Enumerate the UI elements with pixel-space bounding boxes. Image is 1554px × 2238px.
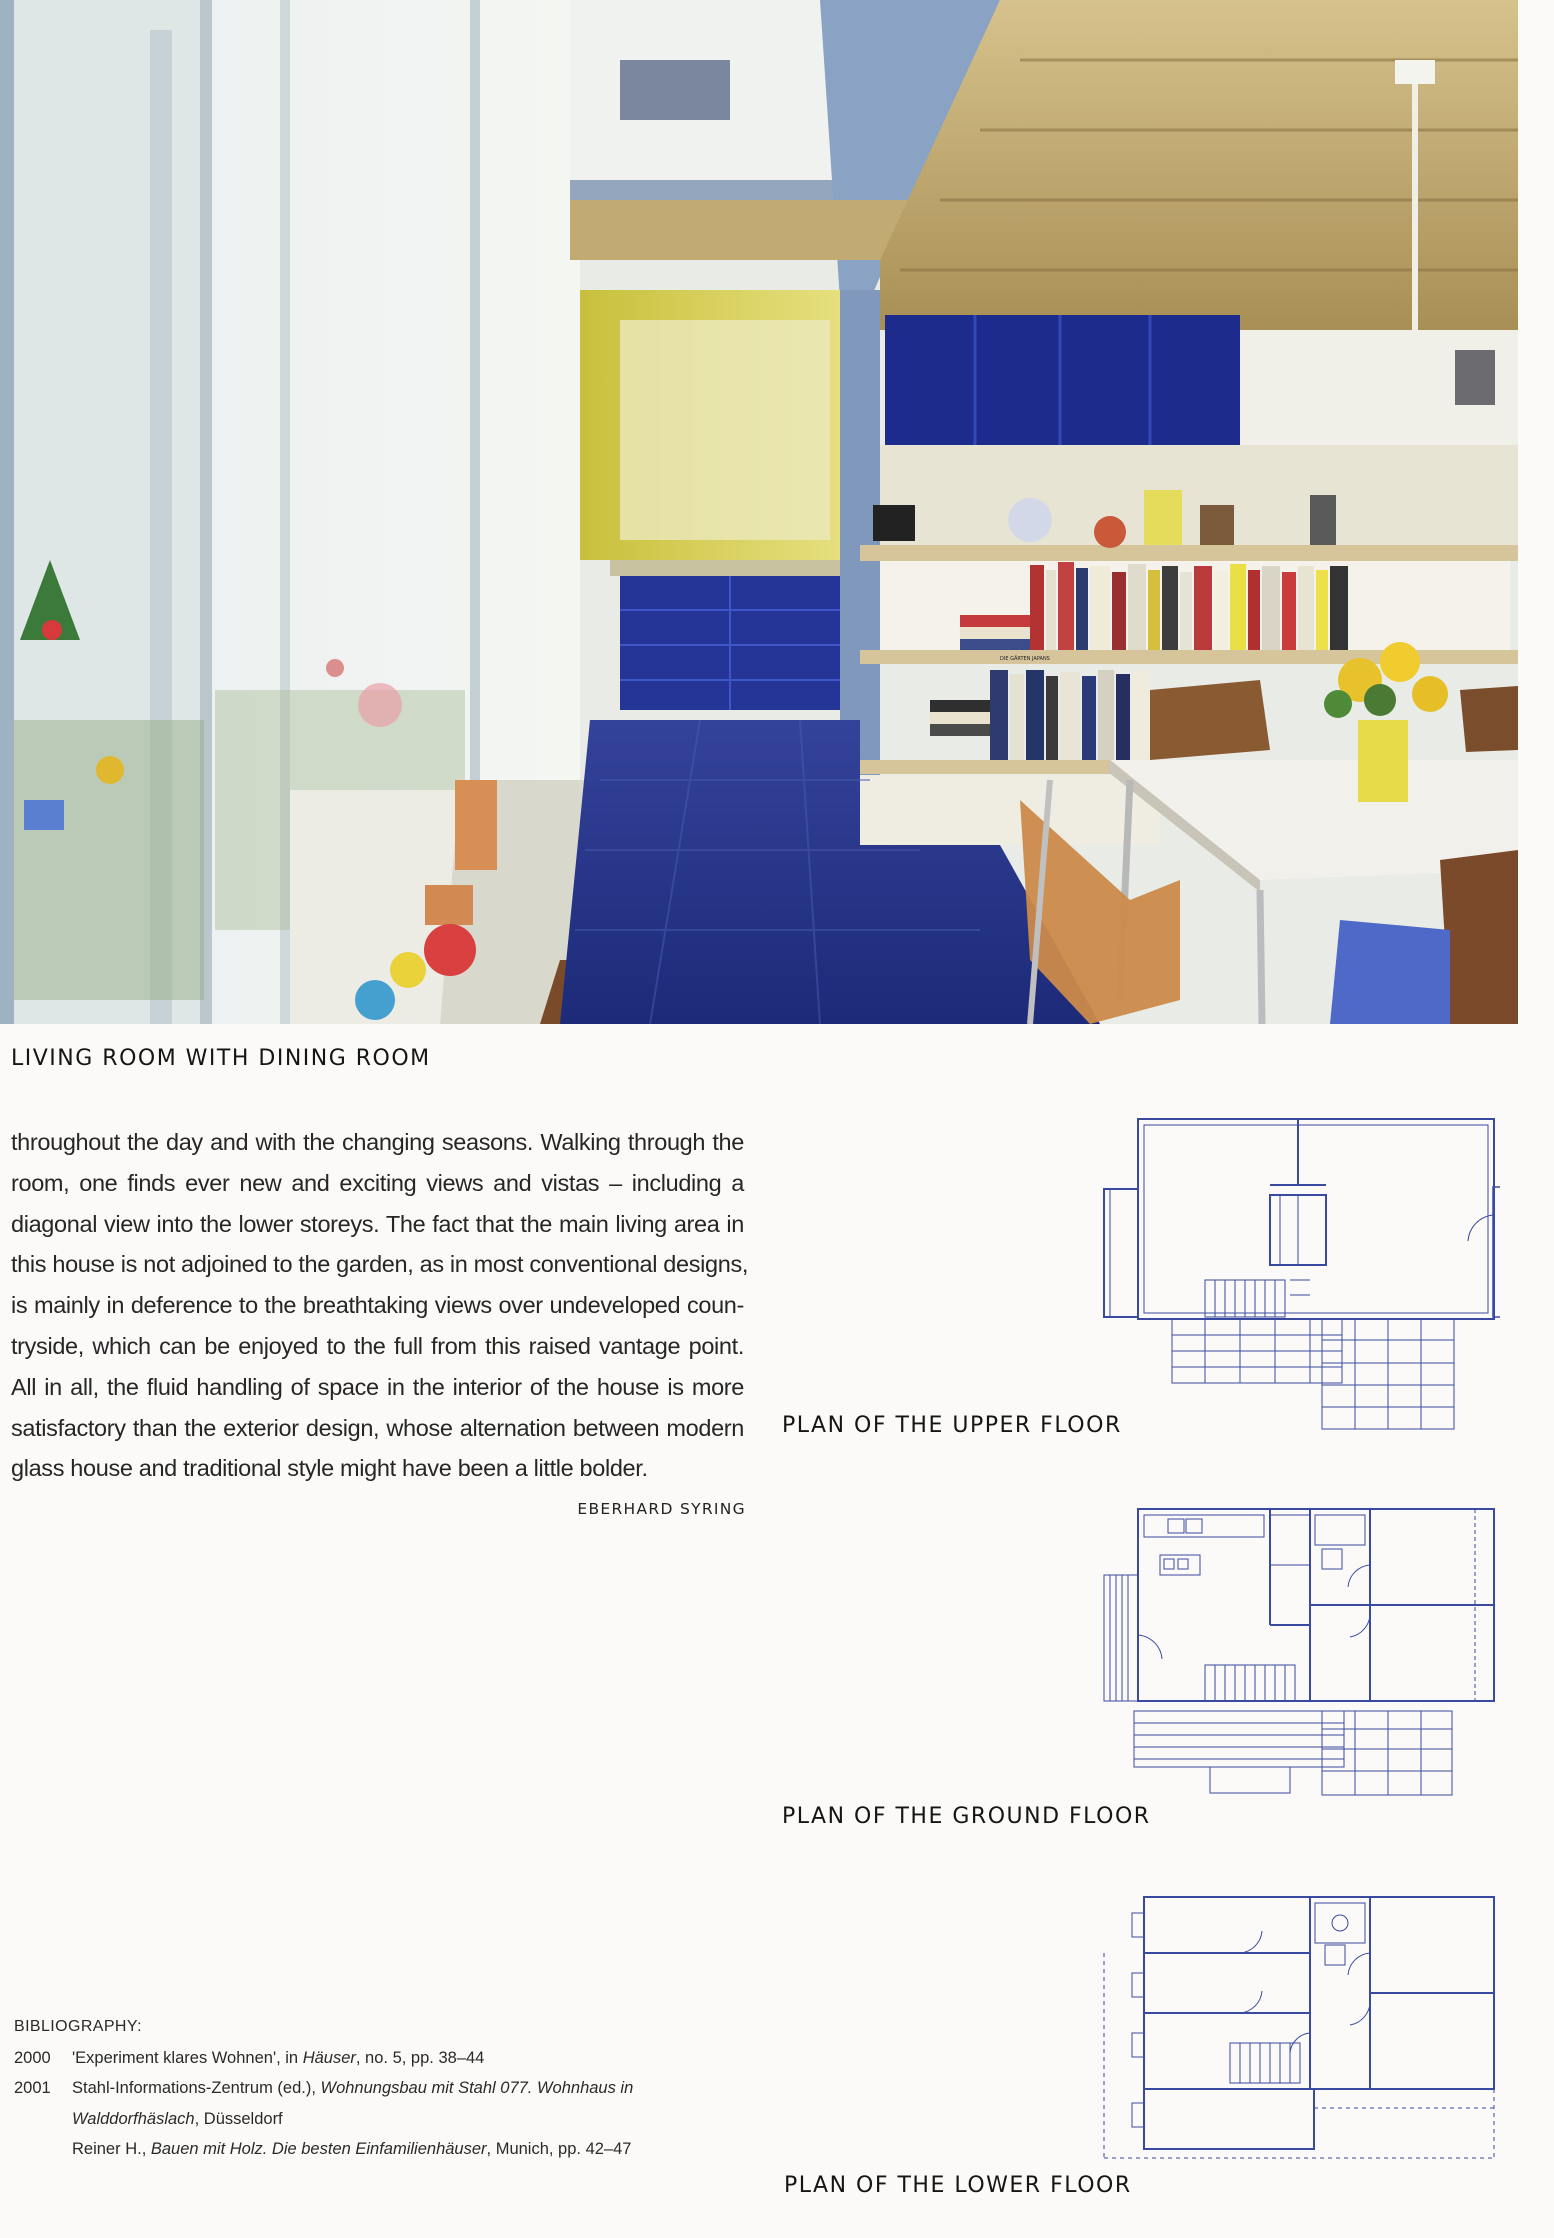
article-line: room, one finds ever new and exciting views and vistas – including a bbox=[11, 1169, 744, 1196]
book-spine-text: DIE GÄRTEN JAPANS bbox=[1000, 656, 1050, 662]
article-line: diagonal view into the lower storeys. The fact that the main living area in bbox=[11, 1210, 744, 1237]
article-line: satisfactory than the exterior design, whose alternation between modern bbox=[11, 1414, 744, 1441]
bibliography-text: 'Experiment klares Wohnen', in Häuser, no. 5, pp. 38–44 bbox=[72, 2048, 485, 2067]
bibliography-heading: BIBLIOGRAPHY: bbox=[14, 2018, 142, 2035]
article-line: throughout the day and with the changing seasons. Walking through the bbox=[11, 1129, 744, 1155]
lower-floor-plan bbox=[1100, 1893, 1500, 2168]
article-line: glass house and traditional style might have been a little bolder. bbox=[11, 1455, 648, 1482]
article-line: this house is not adjoined to the garden, as in most conventional designs, bbox=[11, 1251, 749, 1278]
bibliography-year: 2001 bbox=[14, 2079, 51, 2097]
article-line: All in all, the fluid handling of space in the interior of the house is more bbox=[11, 1373, 744, 1400]
lower-floor-caption: PLAN OF THE LOWER FLOOR bbox=[784, 2173, 1132, 2198]
article-author: EBERHARD SYRING bbox=[577, 1500, 746, 1518]
bibliography-text: Reiner H., Bauen mit Holz. Die besten Einfamilienhäuser, Munich, pp. 42–47 bbox=[72, 2140, 632, 2158]
bibliography-year bbox=[14, 2134, 72, 2165]
photo-caption: LIVING ROOM WITH DINING ROOM bbox=[11, 1046, 431, 1071]
bibliography-entry bbox=[14, 2043, 714, 2074]
article-line: is mainly in deference to the breathtaking views over undeveloped coun- bbox=[11, 1292, 744, 1319]
upper-floor-plan bbox=[1100, 1115, 1500, 1440]
article-line: tryside, which can be enjoyed to the full from this raised vantage point. bbox=[11, 1332, 744, 1359]
article-body bbox=[11, 1122, 749, 1489]
bibliography-year: 2000 bbox=[14, 2048, 51, 2067]
bibliography-entry bbox=[14, 2134, 714, 2165]
bibliography-text: Stahl-Informations-Zentrum (ed.), Wohnungsbau mit Stahl 077. Wohnhaus in Walddorfhäslach, Düsseldorf bbox=[72, 2079, 634, 2128]
ground-floor-caption: PLAN OF THE GROUND FLOOR bbox=[782, 1804, 1151, 1829]
ground-floor-plan bbox=[1100, 1505, 1500, 1810]
interior-photo bbox=[0, 0, 1518, 1024]
upper-floor-caption: PLAN OF THE UPPER FLOOR bbox=[782, 1413, 1122, 1438]
bibliography-entry bbox=[14, 2073, 714, 2134]
bibliography bbox=[14, 2012, 714, 2165]
